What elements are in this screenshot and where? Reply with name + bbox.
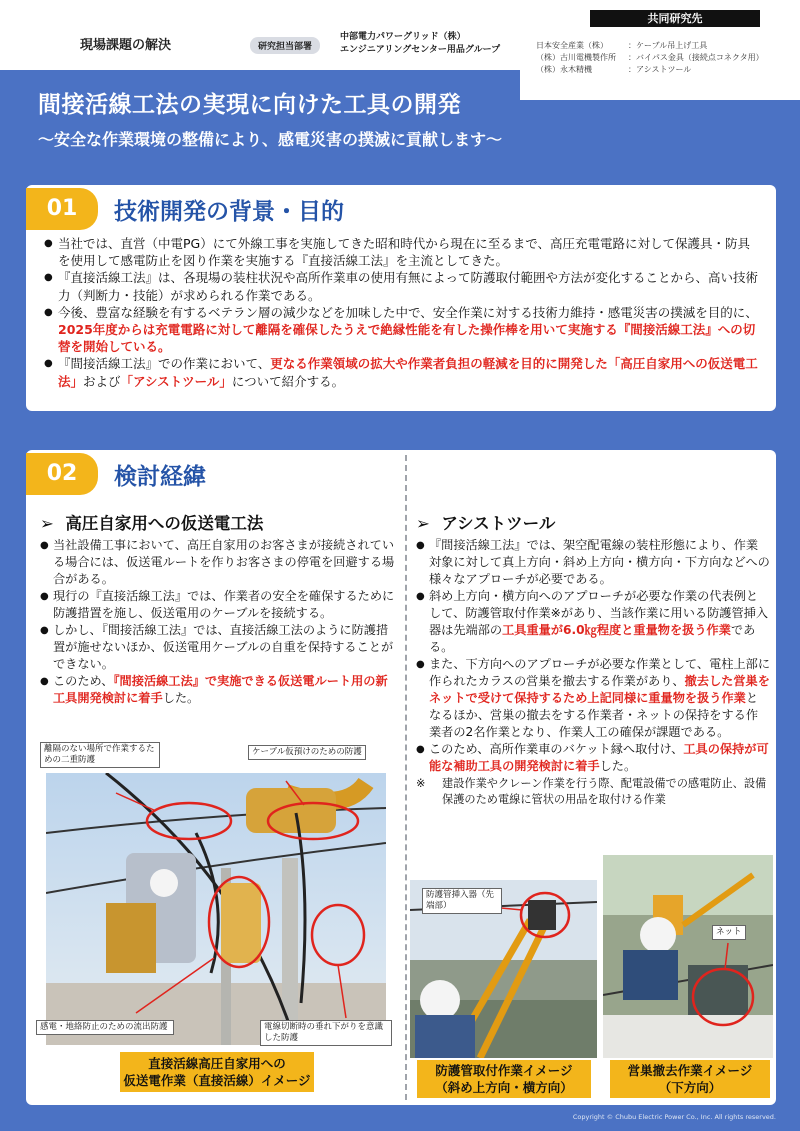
page-subtitle: ～安全な作業環境の整備により、感電災害の撲滅に貢献します～ — [38, 130, 503, 149]
list-item: ● 当社では、直営（中電PG）にて外線工事を実施してきた昭和時代から現在に至るまで、高圧充電電路に対して保護具・防具を使用して感電防止を図り作業を実施する『直接活線工法』を主流としてきた。 — [44, 235, 762, 269]
list-item: ● このため、『間接活線工法』で実施できる仮送電ルート用の新工具開発検討に着手した。 — [40, 673, 396, 707]
partner-list — [536, 40, 764, 76]
direct-live-work-photo — [46, 773, 386, 1045]
left-photo-caption — [120, 1052, 314, 1092]
list-item: ● 『間接活線工法』では、架空配電線の装柱形態により、作業対象に対して真上方向・斜め上方向・横方向・下方向などへの様々なアプローチが必要である。 — [416, 537, 770, 588]
dept-label: 研究担当部署 — [250, 37, 320, 54]
dept-name — [340, 31, 500, 57]
list-item: ● このため、高所作業車のバケット縁へ取付け、工具の保持が可能な補助工具の開発検討に着手した。 — [416, 741, 770, 775]
chevron-right-icon: ➢ — [40, 514, 54, 533]
caption-line: 仮送電作業（直接活線）イメージ — [123, 1073, 311, 1088]
section1-bullets — [44, 235, 762, 390]
tube-photo-caption — [417, 1060, 591, 1098]
callout-ground-fault: 感電・地絡防止のための流出防護 — [36, 1020, 174, 1035]
section1-heading: 技術開発の背景・目的 — [114, 199, 344, 225]
list-item: ● 今後、豊富な経験を有するベテラン層の減少などを加味した中で、安全作業に対する技術力維持・感電災害の撲滅を目的に、2025年度からは充電電路に対して離隔を確保したうえで絶縁性能を有した操作棒を用いて実施する『間接活線工法』への切替を開始している。 — [44, 304, 762, 356]
partner-product: ：アシストツール — [628, 65, 692, 74]
net-label: ネット — [712, 925, 746, 940]
callout-double-protection: 離隔のない場所で作業するための二重防護 — [40, 742, 160, 768]
caption-line: 営巣撤去作業イメージ — [627, 1063, 753, 1078]
partner-row — [536, 64, 764, 76]
section-label: 現場課題の解決 — [80, 38, 172, 53]
partner-row — [536, 40, 764, 52]
list-item: ● 『間接活線工法』での作業において、更なる作業領域の拡大や作業者負担の軽減を目的に開発した「高圧自家用への仮送電工法」および「アシストツール」について紹介する。 — [44, 355, 762, 389]
partner-company: 日本安全産業（株） — [536, 41, 608, 50]
list-item: ● 斜め上方向・横方向へのアプローチが必要な作業の代表例として、防護管取付作業※があり、当該作業に用いる防護管挿入器は先端部の工具重量が6.0㎏程度と重量物を扱う作業である。 — [416, 588, 770, 656]
column-divider — [405, 455, 407, 1100]
partner-product: ：バイパス金具（接続点コネクタ用） — [628, 53, 764, 62]
chevron-right-icon: ➢ — [416, 514, 430, 533]
copyright: Copyright © Chubu Electric Power Co., Inc. All rights reserved. — [572, 1113, 776, 1121]
partner-company: （株）永木精機 — [536, 65, 592, 74]
callout-cable-protection: ケーブル仮預けのための防護 — [248, 745, 366, 760]
caption-line: （下方向） — [658, 1080, 722, 1095]
tube-inserter-label: 防護管挿入器（先端部） — [422, 888, 502, 914]
left-subheading: ➢ 高圧自家用への仮送電工法 — [40, 514, 264, 533]
partner-title: 共同研究先 — [590, 10, 760, 27]
partner-company: （株）古川電機製作所 — [536, 53, 616, 62]
page-title: 間接活線工法の実現に向けた工具の開発 — [38, 92, 461, 118]
list-item: ● また、下方向へのアプローチが必要な作業として、電柱上部に作られたカラスの営巣を撤去する作業があり、撤去した営巣をネットで受けて保持するため上記同様に重量物を扱う作業となるほか、営巣の撤去をする作業者・ネットの保持をする作業者の2名作業となり、作業人工の確保が課題である。 — [416, 656, 770, 741]
right-subheading: ➢ アシストツール — [416, 514, 556, 533]
footnote: ※ 建設作業やクレーン作業を行う際、配電設備での感電防止、設備保護のため電線に管状の用品を取付ける作業 — [416, 777, 767, 806]
left-bullets — [40, 537, 396, 707]
list-item: ● 現行の『直接活線工法』では、作業者の安全を確保するために防護措置を施し、仮送電用のケーブルを接続する。 — [40, 588, 396, 622]
nest-photo-caption — [610, 1060, 770, 1098]
section1-number: 01 — [26, 188, 98, 230]
caption-line: （斜め上方向・横方向） — [435, 1080, 573, 1095]
caption-line: 防護管取付作業イメージ — [435, 1063, 573, 1078]
section2-number: 02 — [26, 453, 98, 495]
section2-heading: 検討経緯 — [114, 464, 206, 490]
right-bullets — [416, 537, 770, 807]
list-item: ● 当社設備工事において、高圧自家用のお客さまが接続されている場合には、仮送電ルートを作りお客さまの停電を回避する場合がある。 — [40, 537, 396, 588]
dept-name-line1: 中部電力パワーグリッド（株） — [340, 32, 466, 42]
dept-name-line2: エンジニアリングセンター用品グループ — [340, 45, 501, 55]
nest-removal-photo — [603, 855, 773, 1058]
partner-row — [536, 52, 764, 64]
partner-product: ：ケーブル吊上げ工具 — [628, 41, 708, 50]
callout-wire-cut: 電線切断時の垂れ下がりを意識した防護 — [260, 1020, 392, 1046]
list-item: ● 『直接活線工法』は、各現場の装柱状況や高所作業車の使用有無によって防護取付範囲や方法が変化することから、高い技術力（判断力・技能）が求められる作業である。 — [44, 269, 762, 303]
caption-line: 直接活線高圧自家用への — [148, 1056, 286, 1071]
list-item: ● しかし、『間接活線工法』では、直接活線工法のように防護措置が施せないほか、仮送電用ケーブルの自重を保持することができない。 — [40, 622, 396, 673]
